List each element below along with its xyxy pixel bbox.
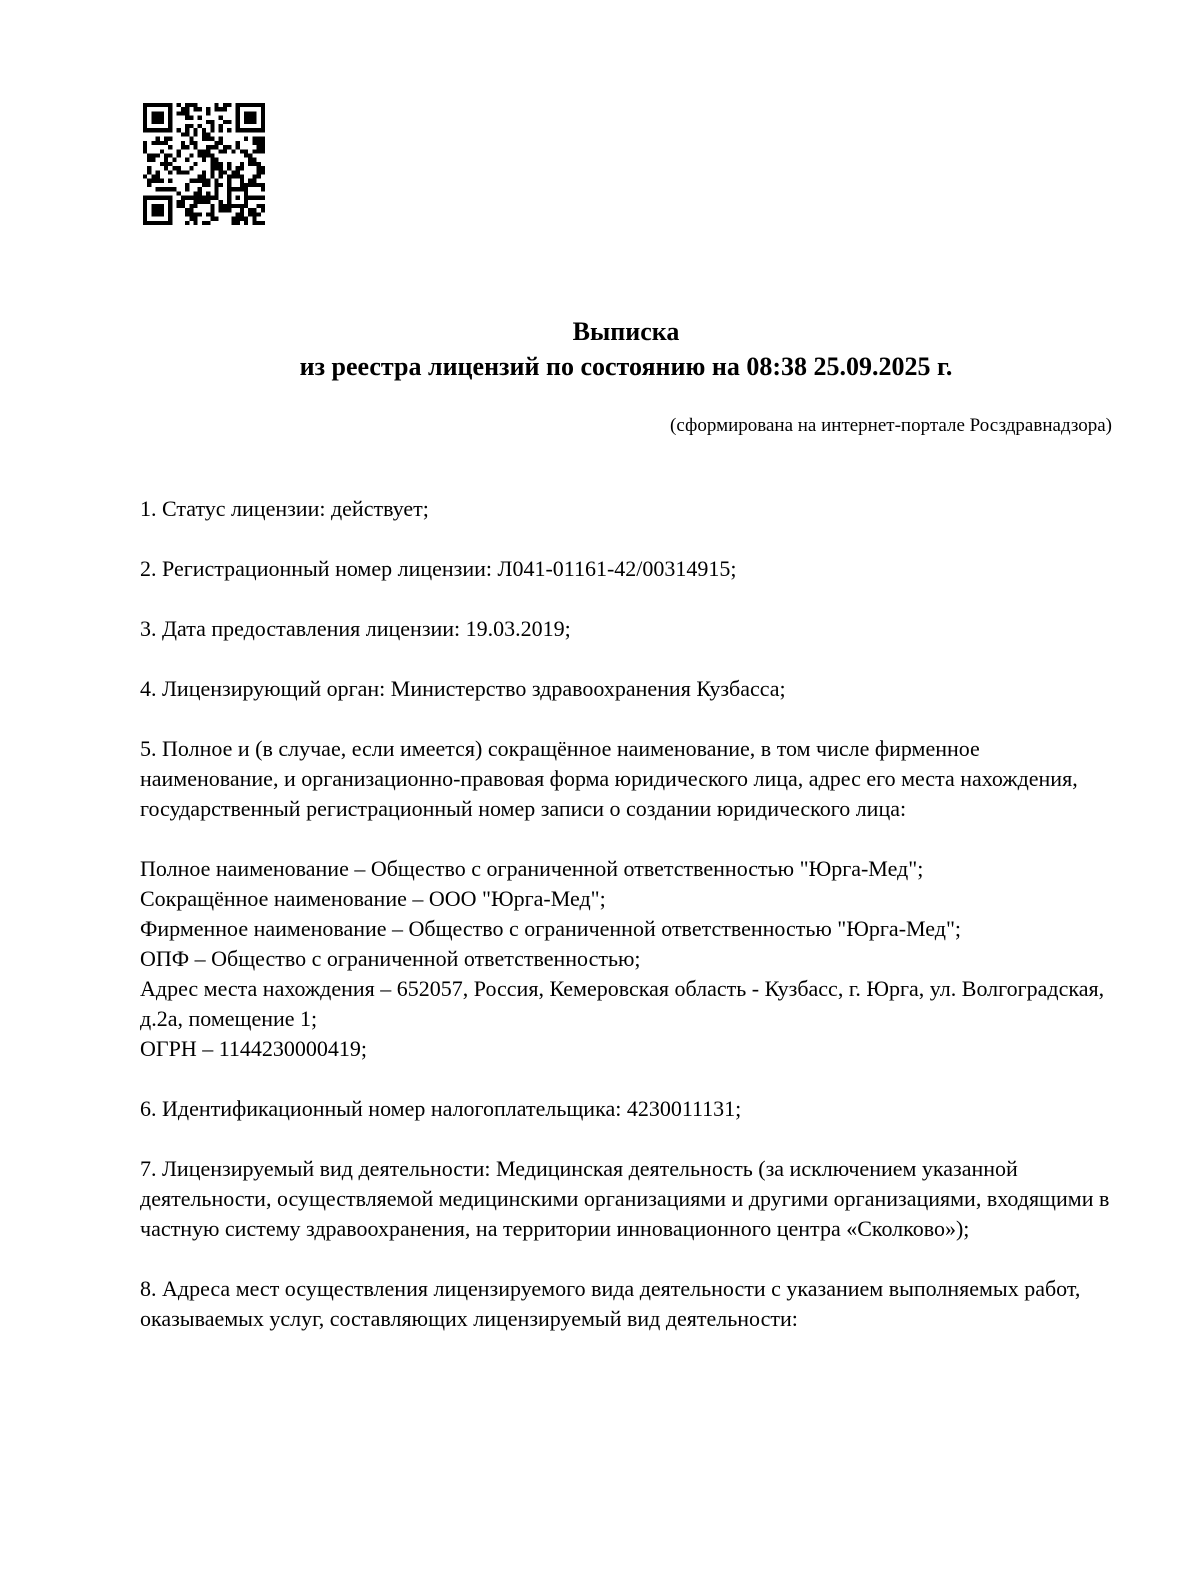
- org-short-name: Сокращённое наименование – ООО "Юрга-Мед";: [140, 886, 606, 911]
- document-title: [140, 314, 1112, 384]
- org-legal-form: ОПФ – Общество с ограниченной ответственностью;: [140, 946, 641, 971]
- title-line-1: Выписка: [572, 317, 680, 346]
- license-grant-date: 3. Дата предоставления лицензии: 19.03.2019;: [140, 616, 571, 641]
- org-full-name: Полное наименование – Общество с ограниченной ответственностью "Юрга-Мед";: [140, 856, 924, 881]
- activity-addresses-intro: 8. Адреса мест осуществления лицензируемого вида деятельности с указанием выполняемых работ, оказываемых услуг, составляющих лицензируемый вид деятельности:: [140, 1276, 1081, 1331]
- generated-on-portal-note: (сформирована на интернет-портале Росздравнадзора): [670, 415, 1112, 436]
- org-brand-name: Фирменное наименование – Общество с ограниченной ответственностью "Юрга-Мед";: [140, 916, 962, 941]
- licensing-authority: 4. Лицензирующий орган: Министерство здравоохранения Кузбасса;: [140, 676, 786, 701]
- org-address: Адрес места нахождения – 652057, Россия, Кемеровская область - Кузбасс, г. Юрга, ул. Волгоградская, д.2а, помещение 1;: [140, 976, 1105, 1031]
- license-reg-number: 2. Регистрационный номер лицензии: Л041-01161-42/00314915;: [140, 556, 737, 581]
- org-details: [140, 854, 1112, 1064]
- title-line-2: из реестра лицензий по состоянию на 08:38 25.09.2025 г.: [299, 352, 953, 381]
- document-content: [140, 0, 1112, 1334]
- taxpayer-inn: 6. Идентификационный номер налогоплательщика: 4230011131;: [140, 1096, 742, 1121]
- licensed-activity: 7. Лицензируемый вид деятельности: Медицинская деятельность (за исключением указанной деятельности, осуществляемой медицинскими организациями и другими организациями, входящими в частную систему здравоохранения, на территории инновационного центра «Сколково»);: [140, 1156, 1110, 1241]
- org-info-intro: 5. Полное и (в случае, если имеется) сокращённое наименование, в том числе фирменное наименование, и организационно-правовая форма юридического лица, адрес его места нахождения, государственный регистрационный номер записи о создании юридического лица:: [140, 736, 1078, 821]
- org-ogrn: ОГРН – 1144230000419;: [140, 1036, 368, 1061]
- license-status: 1. Статус лицензии: действует;: [140, 496, 429, 521]
